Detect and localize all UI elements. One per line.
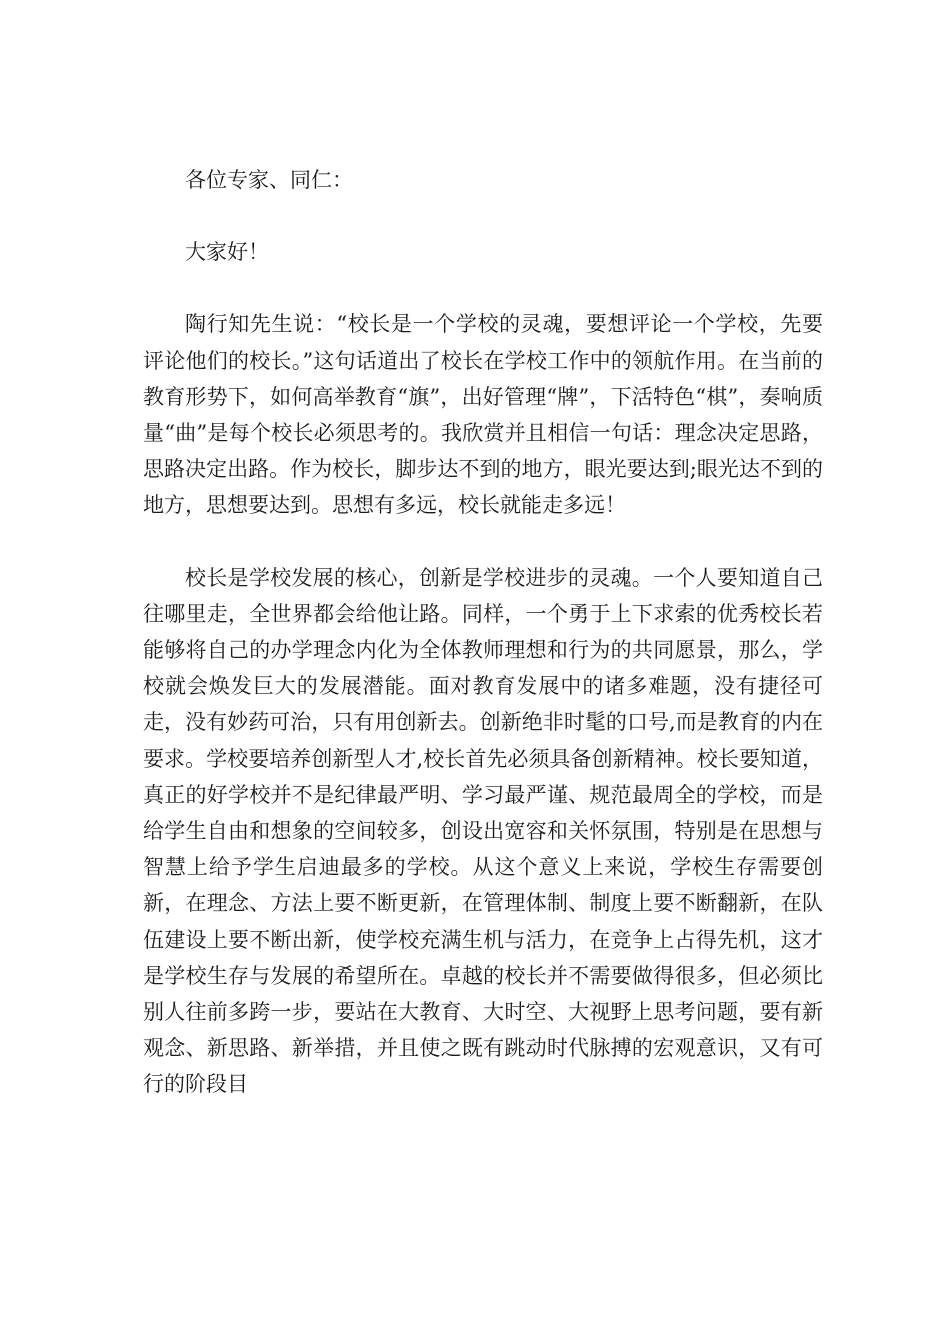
salutation: 各位专家、同仁： [185, 168, 353, 192]
paragraph-gap [143, 198, 823, 234]
paragraph-gap [143, 524, 823, 560]
paragraph-gap [143, 270, 823, 306]
document-body [143, 162, 823, 1103]
paragraph: 校长是学校发展的核心，创新是学校进步的灵魂。一个人要知道自己往哪里走，全世界都会给他让路。同样，一个勇于上下求索的优秀校长若能够将自己的办学理念内化为全体教师理想和行为的共同愿景，那么，学校就会焕发巨大的发展潜能。面对教育发展中的诸多难题，没有捷径可走，没有妙药可治，只有用创新去。创新绝非时髦的口号,而是教育的内在要求。学校要培养创新型人才,校长首先必须具备创新精神。校长要知道，真正的好学校并不是纪律最严明、学习最严谨、规范最周全的学校，而是给学生自由和想象的空间较多，创设出宽容和关怀氛围，特别是在思想与智慧上给予学生启迪最多的学校。从这个意义上来说，学校生存需要创新，在理念、方法上要不断更新，在管理体制、制度上要不断翻新，在队伍建设上要不断出新，使学校充满生机与活力，在竞争上占得先机，这才是学校生存与发展的希望所在。卓越的校长并不需要做得很多，但必须比别人往前多跨一步，要站在大教育、大时空、大视野上思考问题，要有新观念、新思路、新举措，并且使之既有跳动时代脉搏的宏观意识，又有可行的阶段目 [143, 565, 823, 1097]
paragraph: 陶行知先生说：“校长是一个学校的灵魂，要想评论一个学校，先要评论他们的校长。”这句话道出了校长在学校工作中的领航作用。在当前的教育形势下，如何高举教育“旗”，出好管理“牌”，下活特色“棋”，奏响质量“曲”是每个校长必须思考的。我欣赏并且相信一句话：理念决定思路，思路决定出路。作为校长，脚步达不到的地方，眼光要达到;眼光达不到的地方，思想要达到。思想有多远，校长就能走多远！ [143, 312, 823, 518]
greeting: 大家好！ [185, 240, 269, 265]
